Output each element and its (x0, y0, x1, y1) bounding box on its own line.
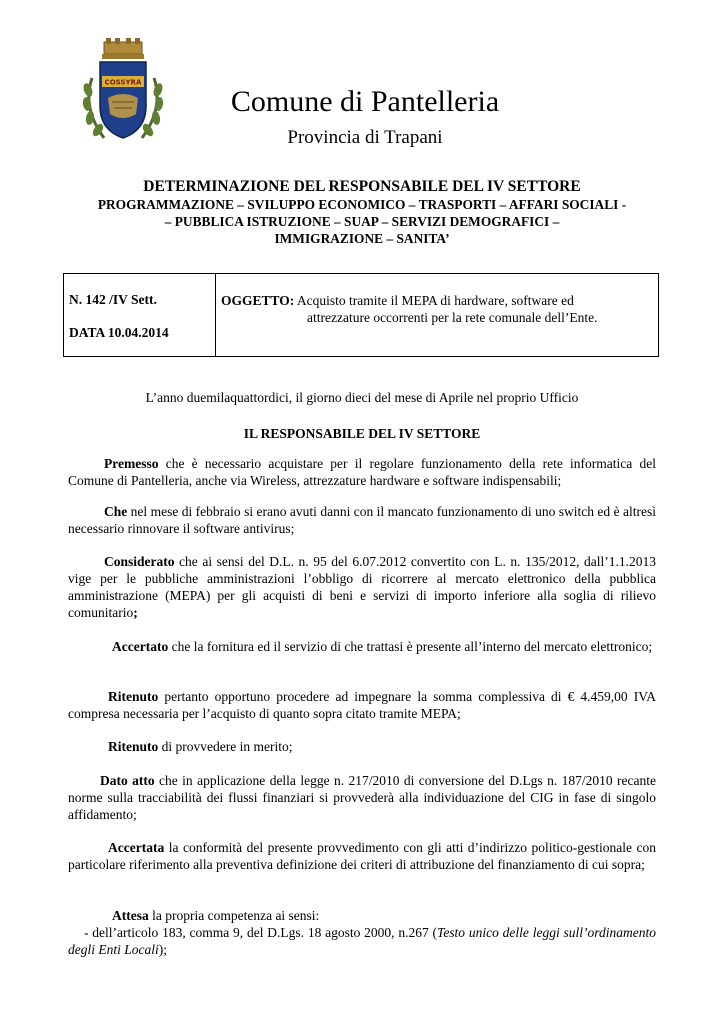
sector-line-1: PROGRAMMAZIONE – SVILUPPO ECONOMICO – TRASPORTI – AFFARI SOCIALI - (97, 197, 627, 212)
paragraph-lead: Ritenuto (108, 689, 159, 704)
paragraph-text: che ai sensi del D.L. n. 95 del 6.07.2012 convertito con L. n. 135/2012, dall’1.1.2013 vige per le pubbliche amministrazioni l’obbligo di ricorrere al mercato elettronico della pubblica amministrazione (MEPA) per gli acquisti di beni e servizi di importo inferiore alla soglia di rilievo comunitario (68, 554, 656, 620)
sector-line-2: – PUBBLICA ISTRUZIONE – SUAP – SERVIZI DEMOGRAFICI – (164, 214, 560, 229)
paragraph-attesa (68, 907, 656, 958)
attesa-line (68, 907, 656, 924)
paragraph-che (68, 503, 656, 537)
paragraph-text: di provvedere in merito; (158, 739, 293, 754)
svg-text:COSSYRA: COSSYRA (104, 78, 142, 87)
list-item-italic: Testo unico delle leggi sull’ordinamento degli Enti Locali (68, 925, 657, 957)
subject-label: OGGETTO: (221, 293, 295, 308)
paragraph-text: nel mese di febbraio si erano avuti danni con il mancato funzionamento di uno switch ed è altresì necessario rinnovare il software antivirus; (68, 504, 656, 536)
paragraph-text: che la fornitura ed il servizio di che trattasi è presente all’interno del mercato elettronico; (168, 639, 653, 654)
paragraph-text: pertanto opportuno procedere ad impegnare la somma complessiva di € 4.459,00 IVA compresa necessaria per l’acquisto di quanto sopra citato tramite MEPA; (68, 689, 656, 721)
paragraph-text: che in applicazione della legge n. 217/2010 di conversione del D.Lgs n. 187/2010 recante norme sulla tracciabilità dei flussi finanziari si provvederà alla individuazione del CIG in fase di singolo affidamento; (68, 773, 656, 822)
paragraph-lead: Considerato (104, 554, 175, 569)
paragraph-end: ; (133, 605, 138, 620)
paragraph-lead: Dato atto (100, 773, 155, 788)
municipality-title: Comune di Pantelleria (230, 85, 500, 118)
paragraph-ritenuto-2 (68, 738, 656, 755)
list-item-prefix: - dell’articolo 183, comma 9, del D.Lgs. 18 agosto 2000, n.267 ( (84, 925, 438, 940)
paragraph-lead: Che (104, 504, 128, 519)
paragraph-lead: Premesso (104, 456, 159, 471)
paragraph-text: la conformità del presente provvedimento con gli atti d’indirizzo politico-gestionale con particolare riferimento alla preventiva definizione dei criteri di attribuzione del finanziamento di cui sopra; (68, 840, 656, 872)
province-subtitle: Provincia di Trapani (287, 127, 443, 148)
sector-line-3: IMMIGRAZIONE – SANITA’ (274, 231, 450, 246)
paragraph-lead: Ritenuto (108, 739, 159, 754)
attesa-list-item (68, 924, 656, 958)
paragraph-accertata (68, 839, 656, 873)
paragraph-lead: Attesa (112, 908, 149, 923)
subject-line-1: Acquisto tramite il MEPA di hardware, software ed (296, 293, 574, 308)
paragraph-dato-atto (68, 772, 656, 823)
paragraph-accertato (68, 638, 656, 655)
record-box (63, 273, 659, 357)
paragraph-premesso (68, 455, 656, 489)
paragraph-considerato (68, 553, 656, 621)
list-item-suffix: ); (158, 942, 167, 957)
municipal-crest-icon (78, 38, 168, 146)
paragraph-lead: Accertato (112, 639, 169, 654)
subject-line-2: attrezzature occorrenti per la rete comunale dell’Ente. (307, 310, 598, 325)
determination-heading-block (60, 178, 664, 247)
intro-line: L’anno duemilaquattordici, il giorno dieci del mese di Aprile nel proprio Ufficio (145, 390, 579, 405)
determination-heading: DETERMINAZIONE DEL RESPONSABILE DEL IV SETTORE (143, 178, 581, 195)
paragraph-lead: Accertata (108, 840, 165, 855)
record-id-cell (64, 274, 216, 356)
record-date: DATA 10.04.2014 (69, 325, 169, 340)
responsible-heading: IL RESPONSABILE DEL IV SETTORE (243, 426, 481, 441)
record-number: N. 142 /IV Sett. (69, 292, 157, 307)
paragraph-ritenuto-1 (68, 688, 656, 722)
record-subject-cell (221, 292, 651, 326)
paragraph-text: la propria competenza ai sensi: (148, 908, 320, 923)
paragraph-text: che è necessario acquistare per il regolare funzionamento della rete informatica del Comune di Pantelleria, anche via Wireless, attrezzature hardware e software indispensabili; (68, 456, 656, 488)
